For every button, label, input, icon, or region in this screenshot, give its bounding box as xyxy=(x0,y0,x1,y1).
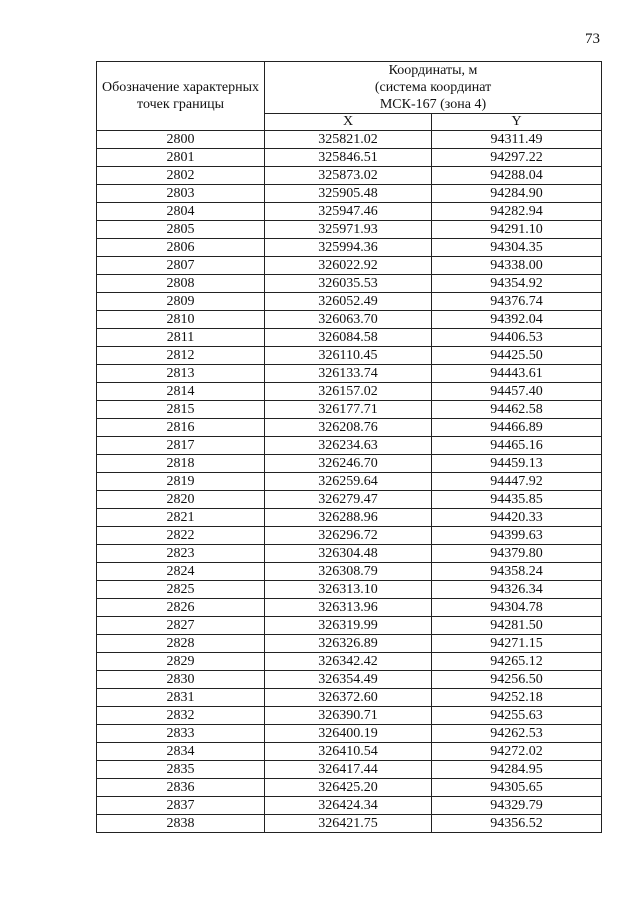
cell-x: 325873.02 xyxy=(265,167,432,185)
cell-point: 2818 xyxy=(97,455,265,473)
table-row xyxy=(97,221,602,239)
cell-y: 94392.04 xyxy=(432,311,602,329)
table-row xyxy=(97,455,602,473)
header-coordinates-group xyxy=(265,62,602,114)
cell-point: 2811 xyxy=(97,329,265,347)
table-row xyxy=(97,401,602,419)
cell-x: 325905.48 xyxy=(265,185,432,203)
table-row xyxy=(97,473,602,491)
table-row xyxy=(97,239,602,257)
cell-y: 94284.90 xyxy=(432,185,602,203)
header-coordinates-line3: МСК-167 (зона 4) xyxy=(379,97,487,112)
cell-x: 326308.79 xyxy=(265,563,432,581)
cell-x: 326390.71 xyxy=(265,707,432,725)
cell-x: 326246.70 xyxy=(265,455,432,473)
cell-y: 94297.22 xyxy=(432,149,602,167)
cell-y: 94354.92 xyxy=(432,275,602,293)
cell-y: 94255.63 xyxy=(432,707,602,725)
table-body xyxy=(97,131,602,833)
cell-point: 2801 xyxy=(97,149,265,167)
cell-point: 2807 xyxy=(97,257,265,275)
cell-y: 94425.50 xyxy=(432,347,602,365)
cell-y: 94282.94 xyxy=(432,203,602,221)
table-row xyxy=(97,815,602,833)
table-row xyxy=(97,203,602,221)
cell-y: 94262.53 xyxy=(432,725,602,743)
cell-y: 94447.92 xyxy=(432,473,602,491)
cell-point: 2804 xyxy=(97,203,265,221)
table-row xyxy=(97,347,602,365)
table-row xyxy=(97,707,602,725)
cell-x: 326425.20 xyxy=(265,779,432,797)
cell-point: 2822 xyxy=(97,527,265,545)
cell-x: 326400.19 xyxy=(265,725,432,743)
cell-y: 94376.74 xyxy=(432,293,602,311)
table-row xyxy=(97,365,602,383)
cell-y: 94311.49 xyxy=(432,131,602,149)
table-row xyxy=(97,329,602,347)
cell-y: 94305.65 xyxy=(432,779,602,797)
header-point-designation: Обозначение характерных точек границы xyxy=(97,62,265,131)
cell-y: 94271.15 xyxy=(432,635,602,653)
header-y: Y xyxy=(432,114,602,131)
cell-y: 94466.89 xyxy=(432,419,602,437)
cell-x: 326372.60 xyxy=(265,689,432,707)
cell-x: 326035.53 xyxy=(265,275,432,293)
table-row xyxy=(97,383,602,401)
cell-point: 2812 xyxy=(97,347,265,365)
cell-y: 94420.33 xyxy=(432,509,602,527)
cell-point: 2824 xyxy=(97,563,265,581)
table-row xyxy=(97,653,602,671)
cell-y: 94326.34 xyxy=(432,581,602,599)
cell-point: 2800 xyxy=(97,131,265,149)
cell-y: 94399.63 xyxy=(432,527,602,545)
cell-x: 326410.54 xyxy=(265,743,432,761)
table-row xyxy=(97,797,602,815)
coordinates-table xyxy=(96,61,602,833)
cell-point: 2817 xyxy=(97,437,265,455)
table-row xyxy=(97,527,602,545)
cell-y: 94459.13 xyxy=(432,455,602,473)
table-row xyxy=(97,671,602,689)
cell-y: 94288.04 xyxy=(432,167,602,185)
page-number: 73 xyxy=(585,31,600,47)
cell-y: 94252.18 xyxy=(432,689,602,707)
cell-y: 94304.35 xyxy=(432,239,602,257)
cell-x: 326177.71 xyxy=(265,401,432,419)
cell-y: 94406.53 xyxy=(432,329,602,347)
cell-x: 326022.92 xyxy=(265,257,432,275)
cell-x: 325971.93 xyxy=(265,221,432,239)
cell-y: 94338.00 xyxy=(432,257,602,275)
cell-y: 94291.10 xyxy=(432,221,602,239)
cell-x: 326296.72 xyxy=(265,527,432,545)
cell-point: 2808 xyxy=(97,275,265,293)
cell-y: 94358.24 xyxy=(432,563,602,581)
table-row xyxy=(97,275,602,293)
cell-x: 326288.96 xyxy=(265,509,432,527)
table-row xyxy=(97,779,602,797)
cell-x: 326417.44 xyxy=(265,761,432,779)
cell-y: 94284.95 xyxy=(432,761,602,779)
cell-x: 326259.64 xyxy=(265,473,432,491)
cell-point: 2836 xyxy=(97,779,265,797)
table-row xyxy=(97,149,602,167)
cell-point: 2837 xyxy=(97,797,265,815)
cell-point: 2814 xyxy=(97,383,265,401)
table-row xyxy=(97,293,602,311)
cell-point: 2838 xyxy=(97,815,265,833)
cell-point: 2810 xyxy=(97,311,265,329)
cell-point: 2827 xyxy=(97,617,265,635)
cell-x: 326342.42 xyxy=(265,653,432,671)
cell-point: 2828 xyxy=(97,635,265,653)
table-row xyxy=(97,545,602,563)
cell-point: 2834 xyxy=(97,743,265,761)
table-row xyxy=(97,689,602,707)
cell-x: 326157.02 xyxy=(265,383,432,401)
cell-point: 2815 xyxy=(97,401,265,419)
cell-y: 94265.12 xyxy=(432,653,602,671)
cell-point: 2806 xyxy=(97,239,265,257)
cell-x: 326313.96 xyxy=(265,599,432,617)
cell-point: 2821 xyxy=(97,509,265,527)
table-row xyxy=(97,509,602,527)
cell-x: 326421.75 xyxy=(265,815,432,833)
table-row xyxy=(97,617,602,635)
table-row xyxy=(97,419,602,437)
cell-y: 94435.85 xyxy=(432,491,602,509)
table-row xyxy=(97,257,602,275)
cell-point: 2823 xyxy=(97,545,265,563)
cell-x: 326279.47 xyxy=(265,491,432,509)
cell-y: 94462.58 xyxy=(432,401,602,419)
table-row xyxy=(97,185,602,203)
cell-x: 325821.02 xyxy=(265,131,432,149)
cell-point: 2830 xyxy=(97,671,265,689)
header-x: X xyxy=(265,114,432,131)
cell-point: 2826 xyxy=(97,599,265,617)
cell-y: 94329.79 xyxy=(432,797,602,815)
cell-x: 326313.10 xyxy=(265,581,432,599)
cell-point: 2805 xyxy=(97,221,265,239)
cell-point: 2813 xyxy=(97,365,265,383)
cell-point: 2831 xyxy=(97,689,265,707)
table-row xyxy=(97,725,602,743)
cell-y: 94457.40 xyxy=(432,383,602,401)
cell-x: 326304.48 xyxy=(265,545,432,563)
cell-y: 94379.80 xyxy=(432,545,602,563)
table-row xyxy=(97,491,602,509)
cell-point: 2832 xyxy=(97,707,265,725)
cell-point: 2833 xyxy=(97,725,265,743)
cell-y: 94304.78 xyxy=(432,599,602,617)
table-row xyxy=(97,581,602,599)
cell-point: 2825 xyxy=(97,581,265,599)
cell-point: 2820 xyxy=(97,491,265,509)
table-row xyxy=(97,761,602,779)
cell-point: 2835 xyxy=(97,761,265,779)
cell-x: 326234.63 xyxy=(265,437,432,455)
cell-point: 2819 xyxy=(97,473,265,491)
table-row xyxy=(97,599,602,617)
cell-point: 2803 xyxy=(97,185,265,203)
cell-x: 325994.36 xyxy=(265,239,432,257)
table-row xyxy=(97,563,602,581)
cell-x: 326424.34 xyxy=(265,797,432,815)
cell-y: 94256.50 xyxy=(432,671,602,689)
cell-x: 326052.49 xyxy=(265,293,432,311)
cell-y: 94281.50 xyxy=(432,617,602,635)
cell-y: 94356.52 xyxy=(432,815,602,833)
table-row xyxy=(97,743,602,761)
cell-point: 2809 xyxy=(97,293,265,311)
cell-y: 94272.02 xyxy=(432,743,602,761)
table-row xyxy=(97,131,602,149)
cell-x: 326110.45 xyxy=(265,347,432,365)
cell-x: 326326.89 xyxy=(265,635,432,653)
table-row xyxy=(97,311,602,329)
table-row xyxy=(97,167,602,185)
cell-x: 326063.70 xyxy=(265,311,432,329)
table-row xyxy=(97,437,602,455)
cell-y: 94465.16 xyxy=(432,437,602,455)
table-row xyxy=(97,635,602,653)
cell-point: 2829 xyxy=(97,653,265,671)
cell-x: 325947.46 xyxy=(265,203,432,221)
header-coordinates-line2: (система координат xyxy=(374,80,492,95)
cell-x: 326319.99 xyxy=(265,617,432,635)
cell-x: 326208.76 xyxy=(265,419,432,437)
cell-x: 326354.49 xyxy=(265,671,432,689)
cell-x: 325846.51 xyxy=(265,149,432,167)
cell-x: 326084.58 xyxy=(265,329,432,347)
cell-y: 94443.61 xyxy=(432,365,602,383)
cell-point: 2802 xyxy=(97,167,265,185)
header-coordinates-line1: Координаты, м xyxy=(388,63,478,78)
cell-point: 2816 xyxy=(97,419,265,437)
cell-x: 326133.74 xyxy=(265,365,432,383)
